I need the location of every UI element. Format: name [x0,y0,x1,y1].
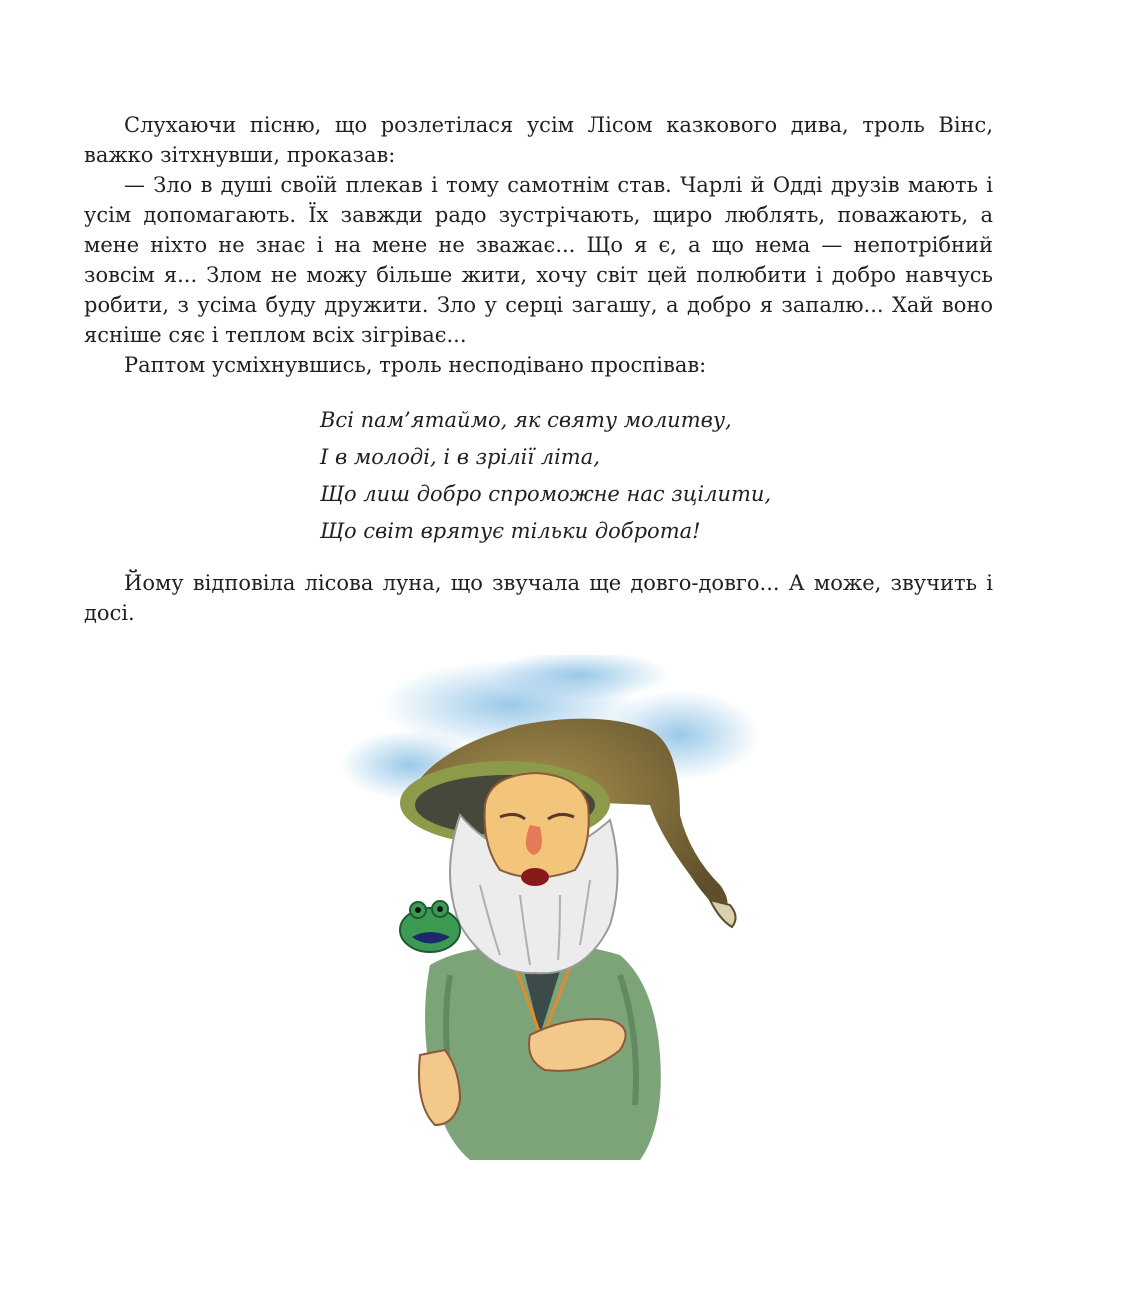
paragraph-3: Раптом усміхнувшись, троль несподівано проспівав: [124,353,707,377]
troll-illustration [320,655,800,1175]
poem-line: Всі пам’ятаймо, як святу молитву, [320,408,732,432]
paragraph-1: Слухаючи пісню, що розлетілася усім Лісом казкового дива, троль Вінс, важко зітхнувши, проказав: [84,113,993,167]
closing-paragraph: Йому відповіла лісова луна, що звучала ще довго-довго... А може, звучить і досі. [84,571,993,625]
poem-line: Що лиш добро спроможне нас зцілити, [320,482,772,506]
troll-body [419,944,661,1160]
story-text [84,110,993,628]
poem-line: Що світ врятує тільки доброта! [320,519,701,543]
frog [400,901,460,952]
troll-face [485,773,589,886]
poem-line: І в молоді, і в зрілії літа, [320,445,600,469]
poem [320,402,993,550]
paragraph-2: — Зло в душі своїй плекав і тому самотнім став. Чарлі й Одді друзів мають і усім допомагають. Їх завжди радо зустрічають, щиро люблять, поважають, а мене ніхто не знає і на мене не зважає... Що я є, а що нема — непотрібний зовсім я... Злом не можу більше жити, хочу світ цей полюбити і добро навчусь робити, з усіма буду дружити. Зло у серці загашу, а добро я запалю... Хай воно ясніше сяє і теплом всіх зігріває... [84,173,993,347]
